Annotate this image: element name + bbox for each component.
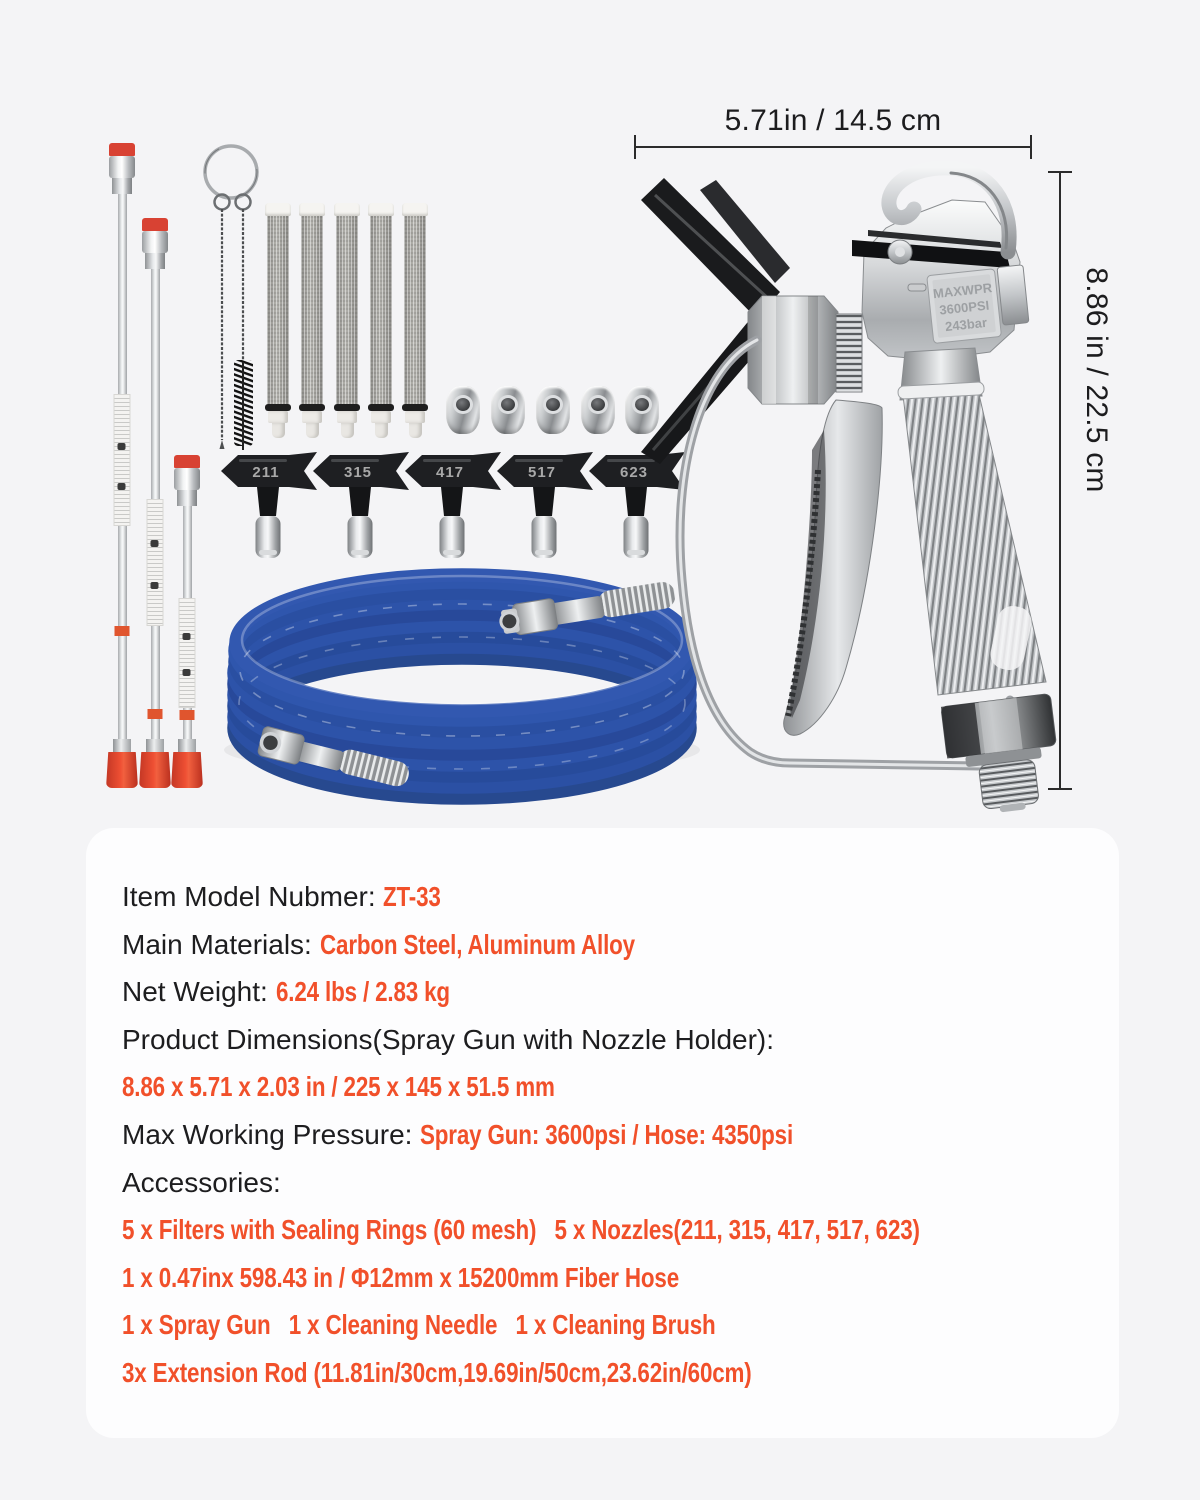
stamp-text: MAXWPR bbox=[932, 280, 993, 302]
filter-item bbox=[265, 203, 291, 438]
stamp-text: 3600PSI bbox=[938, 297, 990, 318]
spec-row-hose bbox=[122, 1254, 1089, 1302]
height-dimension-label: 8.86 in / 22.5 cm bbox=[1080, 267, 1113, 493]
spec-label: Max Working Pressure: bbox=[122, 1118, 421, 1150]
width-dimension-line bbox=[635, 146, 1031, 148]
sealing-ring bbox=[581, 386, 615, 434]
spec-label: Main Materials: bbox=[122, 928, 320, 960]
trigger bbox=[784, 400, 883, 735]
nozzle-number: 417 bbox=[435, 464, 465, 481]
spec-row-accessories-title bbox=[122, 1159, 1089, 1207]
spec-row-model bbox=[122, 873, 1089, 921]
spec-value: Carbon Steel, Aluminum Alloy bbox=[319, 928, 635, 960]
spray-gun bbox=[628, 158, 1078, 813]
spec-value: 1 x 0.47inx 598.43 in / Φ12mm x 15200mm Fiber Hose bbox=[122, 1261, 680, 1293]
spec-row-gun-needle-brush bbox=[122, 1301, 1089, 1349]
spec-label: Item Model Nubmer: bbox=[122, 881, 384, 912]
nozzle-number: 315 bbox=[343, 464, 373, 481]
spec-label: Net Weight: bbox=[122, 976, 276, 1008]
spec-panel bbox=[86, 828, 1119, 1438]
spec-row-filters-nozzles bbox=[122, 1206, 1089, 1254]
spec-value: 3x Extension Rod (11.81in/30cm,19.69in/50cm,23.62in/60cm) bbox=[122, 1356, 752, 1388]
extension-rod-medium bbox=[138, 218, 172, 788]
spec-row-pressure bbox=[122, 1111, 1089, 1159]
extension-rod-short bbox=[170, 455, 204, 788]
nozzle-417 bbox=[405, 450, 501, 562]
spec-row-materials bbox=[122, 921, 1089, 969]
spec-value: Spray Gun: 3600psi / Hose: 4350psi bbox=[420, 1118, 794, 1150]
spec-row-extension-rods bbox=[122, 1349, 1089, 1397]
inlet-fitting bbox=[941, 694, 1064, 813]
spec-value: 5 x Filters with Sealing Rings (60 mesh) 5 x Nozzles(211, 315, 417, 517, 623) bbox=[122, 1214, 920, 1246]
nozzle-211 bbox=[221, 450, 317, 562]
spec-label: Product Dimensions(Spray Gun with Nozzle Holder): bbox=[122, 1023, 775, 1055]
spec-row-dimensions-title bbox=[122, 1016, 1089, 1064]
sealing-ring bbox=[536, 386, 570, 434]
width-dimension-tick-left bbox=[634, 135, 636, 159]
extension-rod-long bbox=[105, 143, 139, 788]
filter-item bbox=[334, 203, 360, 438]
width-dimension-tick-right bbox=[1030, 135, 1032, 159]
stamp-plate bbox=[927, 269, 1002, 344]
spec-value: 1 x Spray Gun 1 x Cleaning Needle 1 x Cleaning Brush bbox=[122, 1309, 716, 1341]
width-dimension-label: 5.71in / 14.5 cm bbox=[724, 104, 942, 137]
filter-item bbox=[299, 203, 325, 438]
nozzle-517 bbox=[497, 450, 593, 562]
spec-value: ZT-33 bbox=[383, 881, 442, 912]
stamp-text: 243bar bbox=[944, 314, 988, 335]
nozzle-number: 211 bbox=[252, 464, 280, 481]
filter-item bbox=[368, 203, 394, 438]
nozzle-number: 623 bbox=[619, 464, 649, 481]
filter-item bbox=[402, 203, 428, 438]
spec-row-weight bbox=[122, 968, 1089, 1016]
spec-row-dimensions-value bbox=[122, 1063, 1089, 1111]
nozzle-315 bbox=[313, 450, 409, 562]
nozzle-number: 517 bbox=[527, 464, 557, 481]
spec-value: 6.24 lbs / 2.83 kg bbox=[275, 976, 450, 1008]
spec-label: Accessories: bbox=[122, 1166, 281, 1198]
spec-value: 8.86 x 5.71 x 2.03 in / 225 x 145 x 51.5 mm bbox=[122, 1071, 555, 1103]
sealing-ring bbox=[446, 386, 480, 434]
handle bbox=[898, 382, 1046, 695]
sealing-ring bbox=[491, 386, 525, 434]
